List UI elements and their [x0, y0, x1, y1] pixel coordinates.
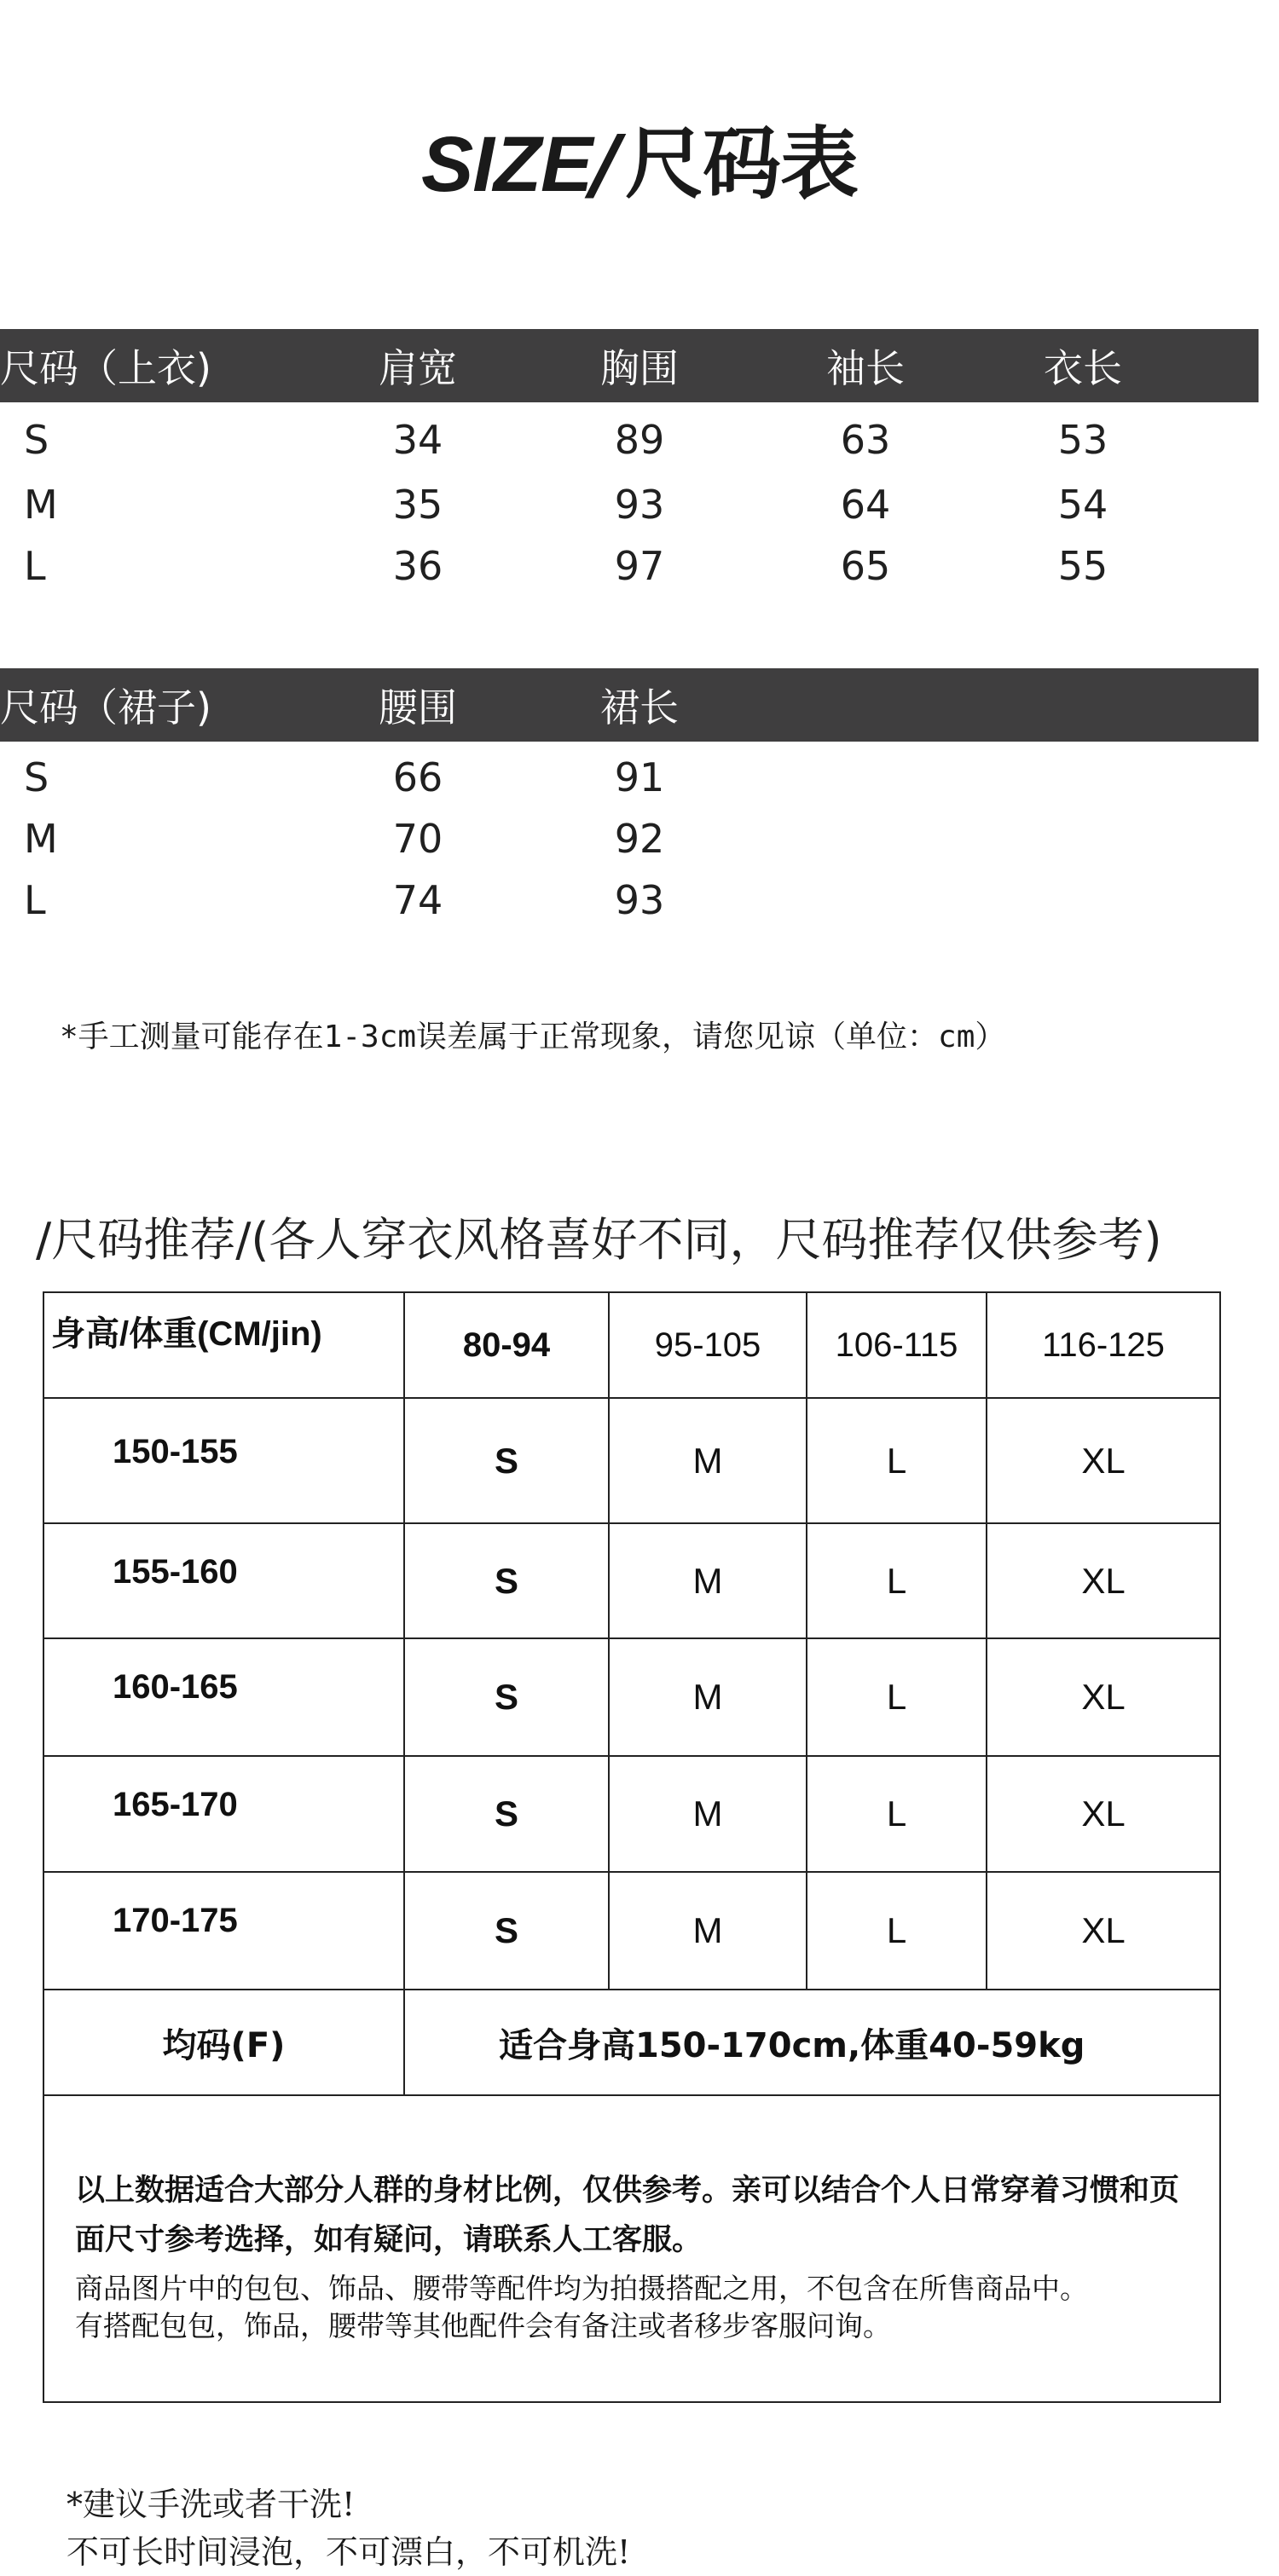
header-weight-range: 116-125	[987, 1292, 1220, 1398]
notes-bold-line: 面尺寸参考选择，如有疑问，请联系人工客服。	[75, 2223, 703, 2257]
size-cell: XL	[987, 1756, 1220, 1872]
table-row	[0, 747, 1259, 808]
size-cell: S	[404, 1523, 609, 1638]
table-row	[0, 869, 1259, 931]
header-size-skirt: 尺码（裙子)	[0, 684, 211, 731]
size-cell: XL	[987, 1523, 1220, 1638]
sleeve-value: 65	[840, 543, 891, 589]
table-row	[43, 1292, 1220, 1398]
shoulder-value: 36	[392, 543, 443, 589]
skirt-table-header	[0, 668, 1259, 742]
header-skirt-length: 裙长	[600, 684, 679, 731]
size-cell: L	[807, 1872, 987, 1990]
measurement-note: *手工测量可能存在1-3cm误差属于正常现象，请您见谅（单位：cm）	[60, 1019, 1006, 1054]
title-cn: 尺码表	[625, 118, 859, 210]
size-cell: XL	[987, 1398, 1220, 1523]
table-row	[43, 1756, 1220, 1872]
top-table-header	[0, 329, 1259, 402]
length-value: 53	[1057, 417, 1108, 463]
page-title	[0, 118, 1279, 211]
header-weight-range: 95-105	[609, 1292, 807, 1398]
height-range: 170-175	[43, 1872, 404, 1990]
shoulder-value: 34	[392, 417, 443, 463]
size-cell: M	[609, 1523, 807, 1638]
table-row	[43, 1990, 1220, 2095]
size-label: M	[24, 482, 58, 528]
height-range: 165-170	[43, 1756, 404, 1872]
title-separator: /	[592, 118, 621, 210]
size-cell: L	[807, 1523, 987, 1638]
size-cell: S	[404, 1638, 609, 1756]
size-cell: M	[609, 1638, 807, 1756]
header-weight-range: 80-94	[404, 1292, 609, 1398]
chest-value: 93	[614, 482, 665, 528]
height-range: 155-160	[43, 1523, 404, 1638]
shoulder-value: 35	[392, 482, 443, 528]
header-length: 衣长	[1044, 345, 1122, 391]
size-cell: L	[807, 1638, 987, 1756]
size-cell: M	[609, 1872, 807, 1990]
size-label: M	[24, 816, 58, 862]
free-size-label: 均码(F)	[43, 1990, 404, 2095]
table-row	[43, 1872, 1220, 1990]
waist-value: 66	[392, 754, 443, 800]
size-cell: L	[807, 1756, 987, 1872]
header-chest: 胸围	[600, 345, 679, 391]
care-line: 不可长时间浸泡，不可漂白，不可机洗!	[67, 2533, 631, 2571]
notes-bold-line: 以上数据适合大部分人群的身材比例，仅供参考。亲可以结合个人日常穿着习惯和页	[75, 2174, 1180, 2208]
waist-value: 74	[392, 877, 443, 923]
length-value: 55	[1057, 543, 1108, 589]
sleeve-value: 63	[840, 417, 891, 463]
size-cell: M	[609, 1398, 807, 1523]
chest-value: 89	[614, 417, 665, 463]
size-cell: L	[807, 1398, 987, 1523]
notes-regular-line: 有搭配包包，饰品，腰带等其他配件会有备注或者移步客服问询。	[75, 2309, 891, 2342]
size-label: S	[24, 417, 49, 463]
skirt-length-value: 92	[614, 816, 665, 862]
header-shoulder: 肩宽	[379, 345, 457, 391]
recommend-title: /尺码推荐/(各人穿衣风格喜好不同，尺码推荐仅供参考)	[36, 1213, 1162, 1267]
header-size-top: 尺码（上衣)	[0, 345, 211, 391]
table-row	[43, 2095, 1220, 2402]
table-row	[0, 409, 1259, 471]
size-label: S	[24, 754, 49, 800]
size-cell: S	[404, 1398, 609, 1523]
size-recommend-table	[43, 1291, 1221, 2403]
table-row	[0, 474, 1259, 535]
size-cell: S	[404, 1756, 609, 1872]
table-row	[43, 1398, 1220, 1523]
title-en: SIZE	[420, 121, 593, 208]
header-sleeve: 袖长	[826, 345, 905, 391]
skirt-length-value: 93	[614, 877, 665, 923]
size-cell: M	[609, 1756, 807, 1872]
size-cell: XL	[987, 1872, 1220, 1990]
care-line: *建议手洗或者干洗!	[67, 2486, 356, 2523]
skirt-length-value: 91	[614, 754, 665, 800]
header-waist: 腰围	[379, 684, 457, 731]
table-row	[43, 1523, 1220, 1638]
header-height-weight: 身高/体重(CM/jin)	[43, 1292, 404, 1398]
table-row	[0, 808, 1259, 869]
height-range: 150-155	[43, 1398, 404, 1523]
table-row	[0, 535, 1259, 597]
care-instructions	[67, 2481, 630, 2576]
table-row	[43, 1638, 1220, 1756]
chest-value: 97	[614, 543, 665, 589]
length-value: 54	[1057, 482, 1108, 528]
free-size-desc: 适合身高150-170cm,体重40-59kg	[404, 1990, 1220, 2095]
waist-value: 70	[392, 816, 443, 862]
size-cell: XL	[987, 1638, 1220, 1756]
sleeve-value: 64	[840, 482, 891, 528]
header-weight-range: 106-115	[807, 1292, 987, 1398]
size-label: L	[24, 543, 46, 589]
recommend-notes	[43, 2095, 1220, 2402]
notes-regular-line: 商品图片中的包包、饰品、腰带等配件均为拍摄搭配之用，不包含在所售商品中。	[75, 2272, 1088, 2305]
size-label: L	[24, 877, 46, 923]
height-range: 160-165	[43, 1638, 404, 1756]
size-cell: S	[404, 1872, 609, 1990]
